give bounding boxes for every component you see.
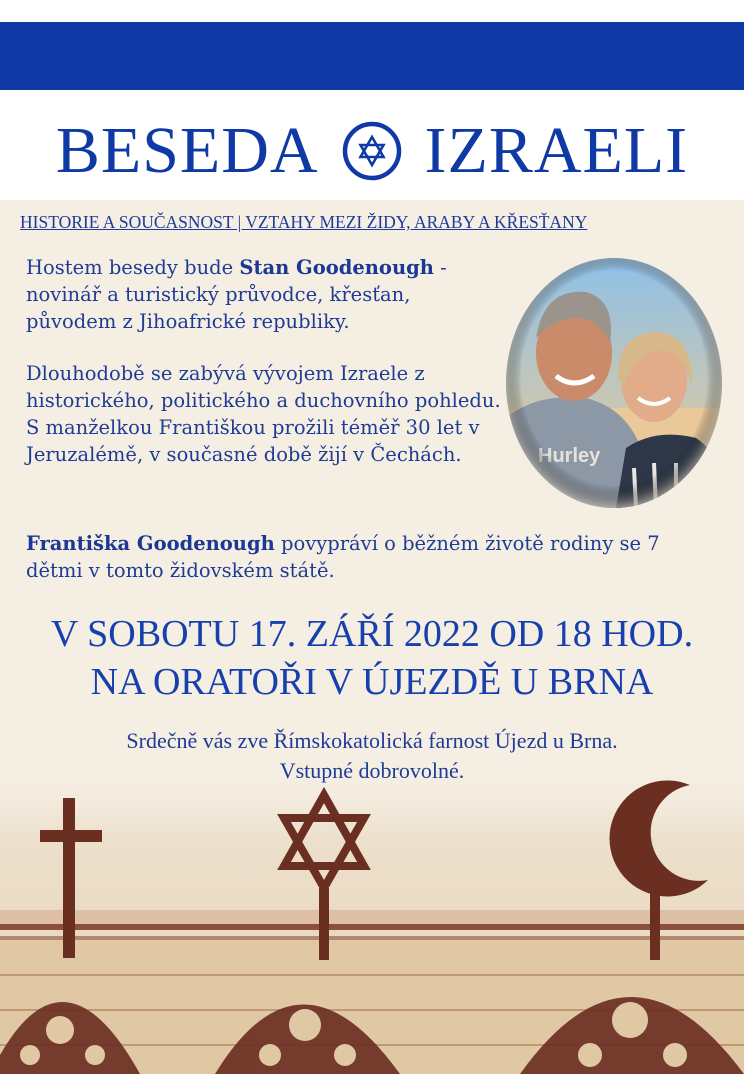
couple-photo <box>506 258 722 508</box>
subtitle: HISTORIE A SOUČASNOST | VZTAHY MEZI ŽIDY, ARABY A KŘESŤANY <box>20 212 588 232</box>
wife-name: Františka Goodenough <box>26 532 275 555</box>
flag-blue-stripe <box>0 22 744 90</box>
invitation-line: Srdečně vás zve Římskokatolická farnost Újezd u Brna. <box>126 728 618 753</box>
p1-suffix: - novinář a turistický průvodce, křesťan, původem z Jihoafrické republiky. <box>26 256 447 333</box>
religious-symbols-photo <box>0 760 744 1074</box>
title-right: IZRAELI <box>424 114 689 187</box>
title-banner <box>0 100 744 200</box>
title-left: BESEDA <box>55 114 319 187</box>
p1-prefix: Hostem besedy bude <box>26 256 240 279</box>
flag-header <box>0 0 744 100</box>
intro-paragraph-1 <box>26 254 506 335</box>
guest-name: Stan Goodenough <box>239 256 434 279</box>
intro-paragraph-3 <box>26 530 716 584</box>
intro-paragraph-2: Dlouhodobě se zabývá vývojem Izraele z historického, politického a duchovního pohledu. S manželkou Františkou prožili téměř 30 let v Jeruzalémě, v současné době žijí v Čechách. <box>26 362 501 466</box>
event-place-line: NA ORATOŘI V ÚJEZDĚ U BRNA <box>90 661 654 703</box>
page-title <box>0 110 744 192</box>
event-date-line: V SOBOTU 17. ZÁŘÍ 2022 OD 18 HOD. <box>50 613 694 655</box>
admission-note: Vstupné dobrovolné. <box>279 758 465 783</box>
star-of-david-icon <box>341 120 403 182</box>
p3-suffix: povypráví o běžném životě rodiny se 7 dětmi v tomto židovském státě. <box>26 532 660 582</box>
